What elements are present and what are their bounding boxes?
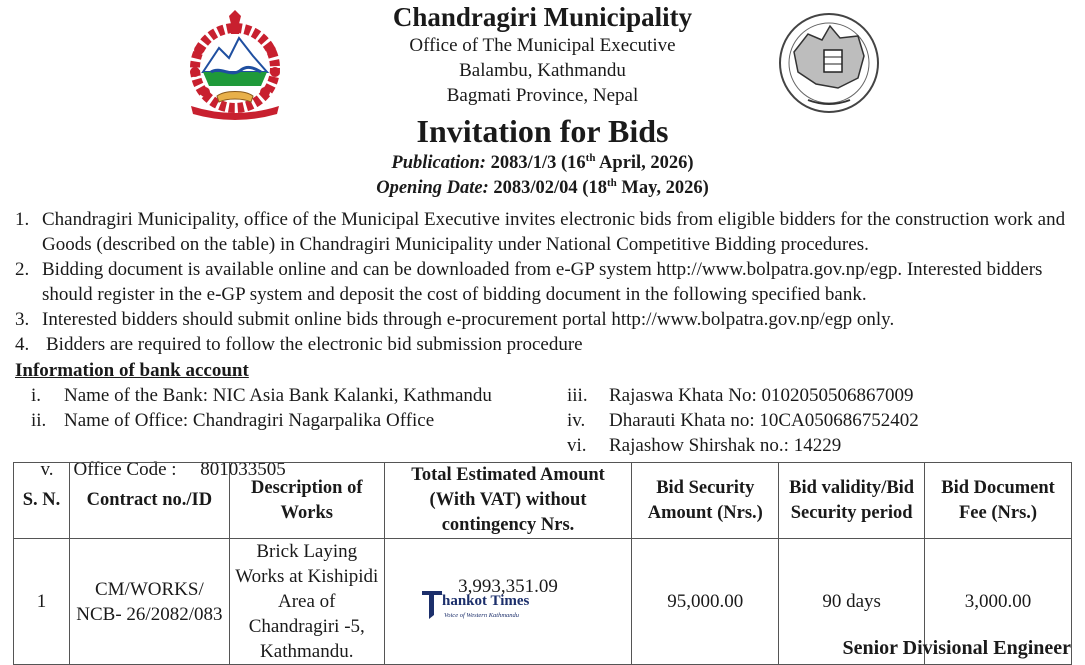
- column-header: Bid Security Amount (Nrs.): [632, 463, 779, 539]
- address-line: Balambu, Kathmandu: [459, 60, 626, 81]
- table-cell: 95,000.00: [632, 539, 779, 665]
- list-item: 1. Chandragiri Municipality, office of the Municipal Executive invites electronic bids from eligible bidders for the construction work and Goods (described on the table) in Chandragiri Municipality under National Competitive Bidding procedures.: [15, 209, 1066, 255]
- newspaper-watermark-logo: [420, 589, 550, 625]
- opening-date: [0, 176, 1085, 201]
- watermark-tagline: Voice of Western Kathmandu: [443, 612, 519, 619]
- table-cell-amount: [384, 539, 632, 665]
- table-cell: Brick Laying Works at Kishipidi Area of Chandragiri -5, Kathmandu.: [229, 539, 384, 665]
- table-cell: 90 days: [779, 539, 925, 665]
- nepal-emblem-icon: [181, 10, 289, 122]
- bank-item: iv. Dharauti Khata no: 10CA050686752402: [567, 410, 919, 431]
- opening-label: Opening Date:: [376, 178, 489, 198]
- column-header: Description of Works: [229, 463, 384, 539]
- bank-info-heading: Information of bank account: [15, 360, 249, 381]
- column-header: Contract no./ID: [69, 463, 229, 539]
- document-header: [0, 0, 1085, 201]
- bank-item: vi. Rajashow Shirshak no.: 14229: [567, 435, 842, 456]
- opening-value: 2083/02/04 (18th May, 2026): [493, 176, 709, 198]
- table-cell: 1: [14, 539, 70, 665]
- signatory-title: Senior Divisional Engineer: [842, 637, 1071, 659]
- list-item-text: Bidders are required to follow the electronic bid submission procedure: [46, 334, 583, 355]
- publication-value: 2083/1/3 (16th April, 2026): [490, 151, 694, 173]
- bank-item: i. Name of the Bank: NIC Asia Bank Kalanki, Kathmandu: [31, 385, 492, 406]
- publication-label: Publication:: [391, 153, 486, 173]
- list-item-text: Chandragiri Municipality, office of the Municipal Executive invites electronic bids from eligible bidders for the construction work and Goods (described on the table) in Chandragiri Municipality under National Competitive Bidding procedures.: [42, 209, 1066, 255]
- province-line: Bagmati Province, Nepal: [446, 85, 639, 106]
- column-header: Bid Document Fee (Nrs.): [925, 463, 1072, 539]
- bank-item: iii. Rajaswa Khata No: 0102050506867009: [567, 385, 914, 406]
- column-header: Total Estimated Amount (With VAT) without contingency Nrs.: [384, 463, 632, 539]
- column-header: S. N.: [14, 463, 70, 539]
- table-header-row: [14, 463, 1072, 539]
- municipality-name: Chandragiri Municipality: [392, 2, 693, 32]
- list-item: 3. Interested bidders should submit online bids through e-procurement portal http://www.bolpatra.gov.np/egp only.: [15, 309, 895, 330]
- municipality-seal-icon: [778, 12, 880, 114]
- watermark-brand: hankot Times: [441, 593, 530, 609]
- list-item-text: Bidding document is available online and can be downloaded from e-GP system http://www.bolpatra.gov.np/egp. Interested bidders should register in the e-GP system and deposit the cost of bidding document in the following specified bank.: [42, 259, 1043, 305]
- list-item-text: Interested bidders should submit online bids through e-procurement portal http://www.bolpatra.gov.np/egp only.: [42, 309, 895, 330]
- document-title: Invitation for Bids: [416, 113, 669, 149]
- publication-date: [0, 151, 1085, 176]
- office-name: Office of The Municipal Executive: [409, 35, 676, 56]
- instruction-list: [15, 207, 1075, 357]
- list-item: 2. Bidding document is available online and can be downloaded from e-GP system http://www.bolpatra.gov.np/egp. Interested bidders should register in the e-GP system and deposit the cost of bidding document in the following specified bank.: [15, 259, 1043, 305]
- bank-item: ii. Name of Office: Chandragiri Nagarpalika Office: [31, 410, 435, 431]
- table-cell: 3,000.00: [925, 539, 1072, 665]
- list-item: 4. Bidders are required to follow the electronic bid submission procedure: [15, 334, 583, 355]
- column-header: Bid validity/Bid Security period: [779, 463, 925, 539]
- bank-item: v. Office Code : 801033505: [40, 459, 286, 480]
- estimated-amount: 3,993,351.09: [458, 576, 558, 597]
- table-cell: CM/WORKS/ NCB- 26/2082/083: [69, 539, 229, 665]
